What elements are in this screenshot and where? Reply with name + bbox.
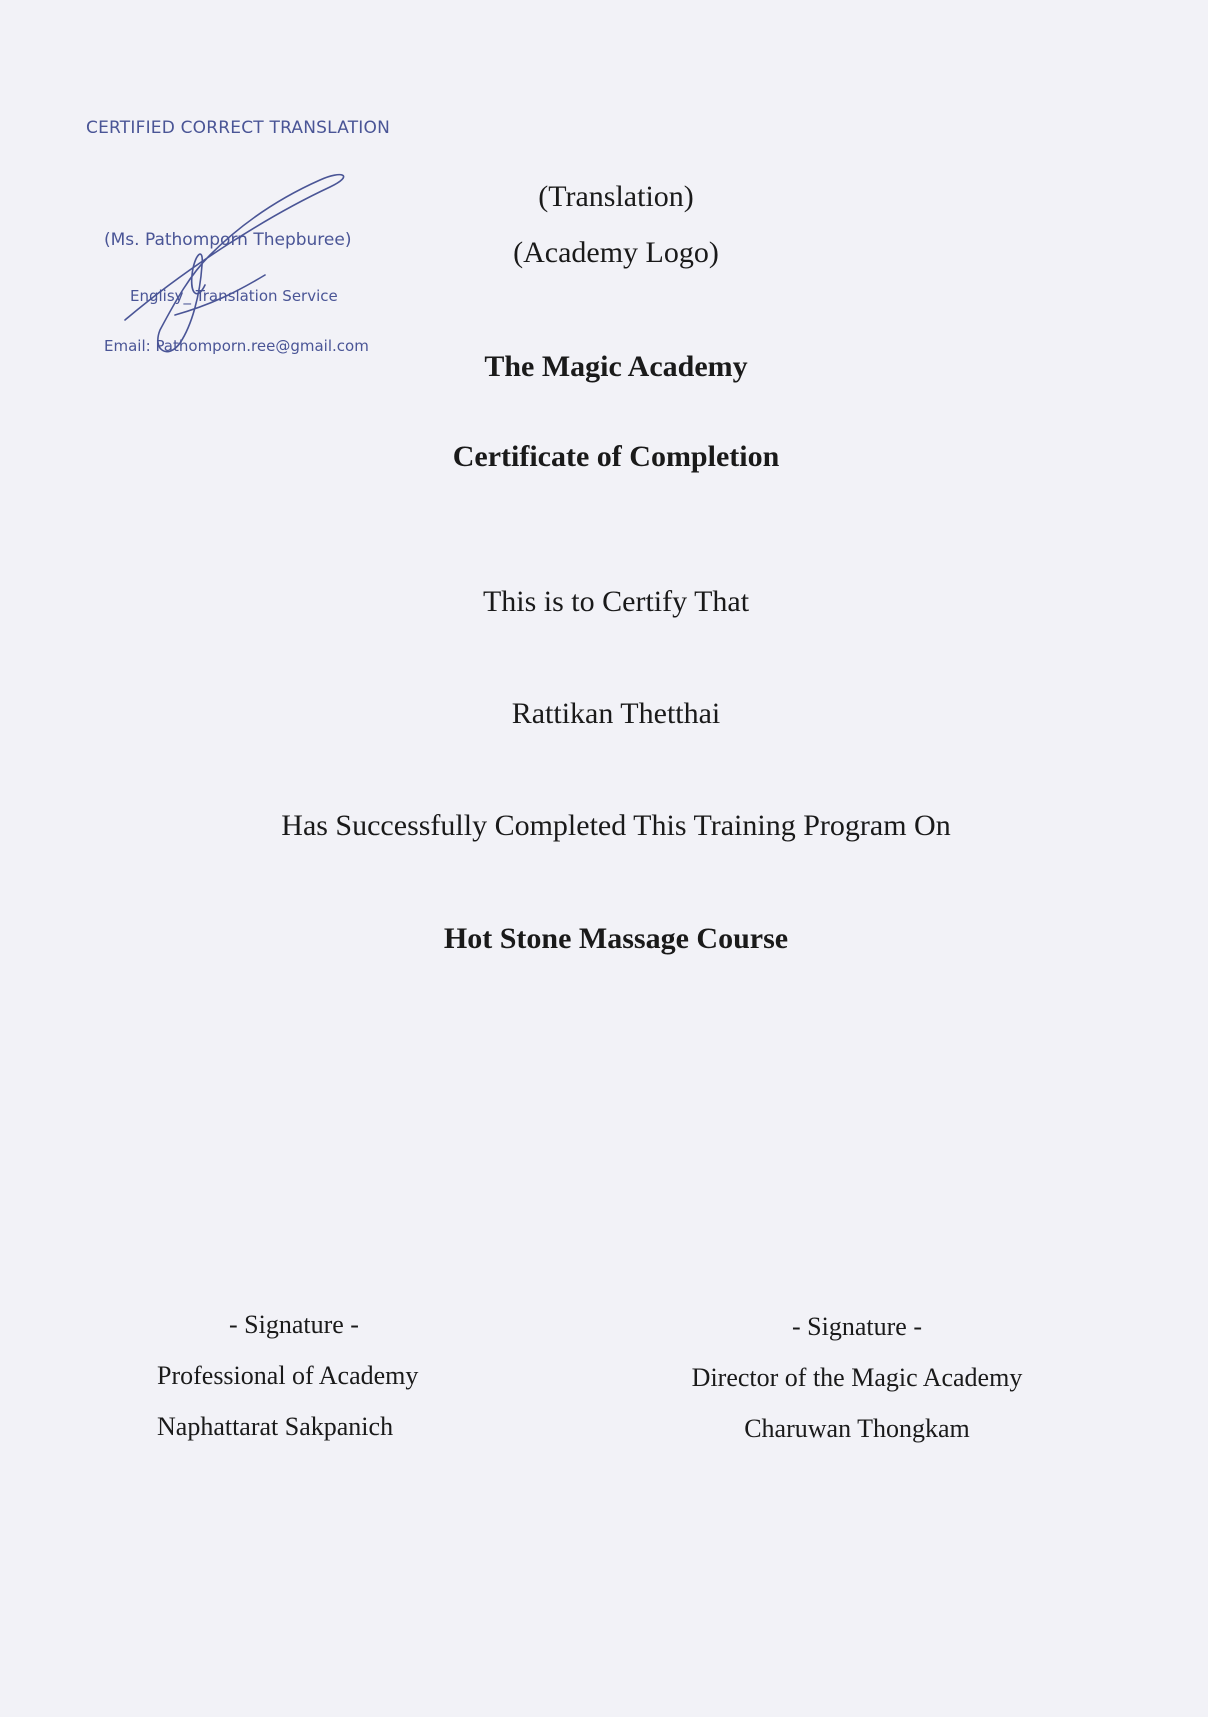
- signature-label-left: - Signature -: [229, 1310, 359, 1339]
- stamp-heading: CERTIFIED CORRECT TRANSLATION: [86, 118, 390, 138]
- recipient-name: Rattikan Thetthai: [511, 697, 721, 730]
- academy-name: The Magic Academy: [484, 350, 748, 383]
- signature-block-right: [672, 1312, 1042, 1465]
- signer-role-left: Professional of Academy: [157, 1361, 419, 1390]
- academy-logo-placeholder: (Academy Logo): [513, 236, 719, 269]
- course-name: Hot Stone Massage Course: [443, 922, 789, 955]
- signature-block-left: [157, 1310, 418, 1463]
- certify-line: This is to Certify That: [482, 585, 750, 618]
- signer-role-right: Director of the Magic Academy: [691, 1363, 1023, 1392]
- translation-note: (Translation): [538, 180, 694, 213]
- signer-name-right: Charuwan Thongkam: [744, 1414, 970, 1443]
- stamp-email: Email: Pathomporn.ree@gmail.com: [104, 337, 369, 355]
- stamp-translator-name: (Ms. Pathomporn Thepburee): [104, 230, 352, 250]
- signature-label-right: - Signature -: [792, 1312, 922, 1341]
- stamp-service: Englisy_ Translation Service: [130, 287, 338, 305]
- signer-name-left: Naphattarat Sakpanich: [157, 1412, 394, 1441]
- completion-line: Has Successfully Completed This Training Program On: [281, 809, 951, 842]
- certificate-title: Certificate of Completion: [452, 440, 780, 473]
